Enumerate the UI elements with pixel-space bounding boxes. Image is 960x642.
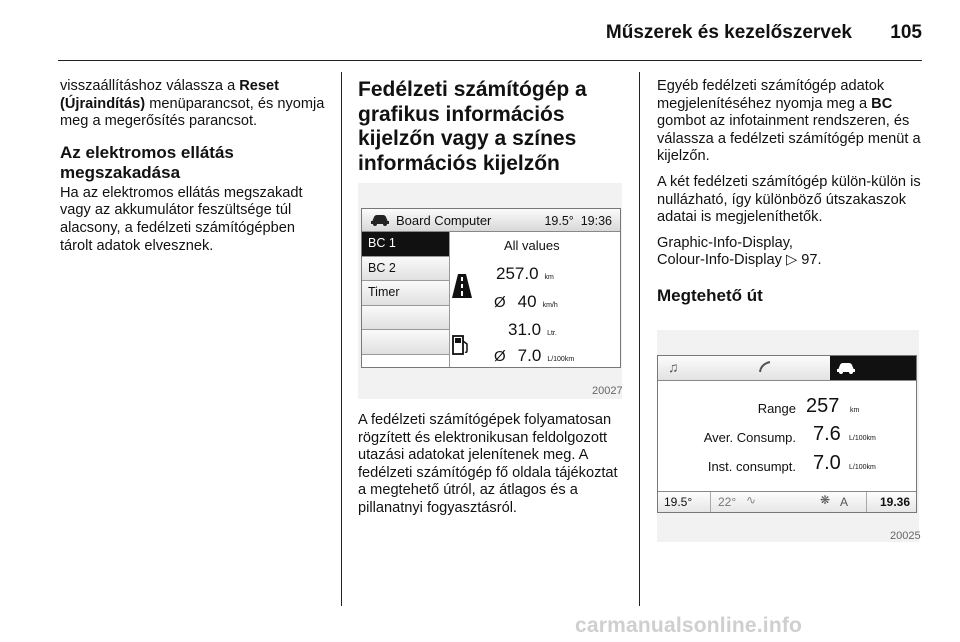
menu-item-empty <box>362 306 449 331</box>
paragraph-board-computer: A fedélzeti számítógépek folyamatosan rögzített és elektronikusan feldolgozott utazási adatokat jelenítenek meg. A fedélzeti számítógép fő oldala tájékoztat a megtehető útról, az átlagos és a pillanatnyi fogyasztásról. <box>358 412 618 516</box>
bc-menu <box>362 232 449 355</box>
text-span: menüparancsot, és nyomja meg a megerősítés parancsot. <box>60 95 325 130</box>
page-header-title: Műszerek és kezelőszervek <box>605 22 852 43</box>
paragraph-bc-button <box>657 78 927 166</box>
status-bar <box>658 491 916 512</box>
paragraph-reset-separately: A két fedélzeti számítógép külön-külön is nullázható, így különböző útszakaszok adatai is megjeleníthetők. <box>657 173 921 226</box>
car-icon <box>370 214 390 229</box>
figure-number: 20025 <box>890 530 921 542</box>
status-divider <box>710 492 711 512</box>
page-reference: 97. <box>801 252 822 269</box>
temp-time <box>544 214 612 228</box>
music-note-icon: ♫ <box>668 359 679 375</box>
column-2-text <box>358 412 628 526</box>
status-divider <box>866 492 867 512</box>
text-span: Colour-Info-Display <box>657 252 782 269</box>
column-divider-1 <box>341 72 342 606</box>
outside-temperature: 19.5° <box>664 495 693 509</box>
air-flow-icon: ∿ <box>746 493 757 507</box>
screen-title: Board Computer <box>396 213 492 228</box>
fan-icon: ❋ <box>820 493 831 507</box>
inst-consumption-unit: L/100km <box>849 464 876 471</box>
road-icon <box>452 274 472 301</box>
menu-item-bc1[interactable]: BC 1 <box>362 232 449 257</box>
reset-command: Reset (Újraindítás) <box>60 78 280 112</box>
paragraph-reset <box>60 78 328 131</box>
temperature: 19.5° <box>544 214 574 228</box>
range-label: Range <box>757 401 796 416</box>
menu-item-bc2[interactable]: BC 2 <box>362 257 449 282</box>
avg-consumption-label: Aver. Consump. <box>703 430 796 445</box>
clock: 19.36 <box>879 495 910 509</box>
column-3 <box>657 78 927 308</box>
fuel-unit: Ltr. <box>547 330 557 337</box>
page-ref-arrow-icon: ▷ <box>785 252 798 269</box>
menu-item-empty <box>362 330 449 355</box>
menu-item-timer[interactable]: Timer <box>362 281 449 306</box>
average-symbol: Ø <box>494 348 506 365</box>
phone-icon <box>758 360 772 379</box>
fuel-pump-icon <box>452 335 470 358</box>
inst-consumption-value: 7.0 <box>813 452 841 474</box>
avg-consumption-unit: L/100km <box>547 356 575 363</box>
average-symbol: Ø <box>494 294 506 311</box>
distance-unit: km <box>544 274 554 281</box>
section-heading-range: Megtehető út <box>657 285 763 305</box>
avg-consumption-unit: L/100km <box>849 435 876 442</box>
header-rule <box>58 60 922 61</box>
avg-consumption-value: 7.6 <box>813 423 841 445</box>
tab-vehicle[interactable] <box>830 356 916 380</box>
watermark: carmanualsonline.info <box>575 614 803 637</box>
screen-tabs <box>658 356 916 381</box>
range-value: 257 <box>806 395 840 417</box>
avg-speed-unit: km/h <box>542 302 558 309</box>
tab-audio[interactable] <box>658 356 745 380</box>
set-temperature: 22° <box>718 495 737 509</box>
values-heading: All values <box>504 238 560 253</box>
range-screen <box>657 355 917 513</box>
fuel-row <box>508 320 557 340</box>
avg-consumption-value: 7.0 <box>517 346 542 365</box>
page-number: 105 <box>890 22 922 43</box>
text-span: visszaállításhoz válassza a <box>60 78 240 94</box>
paragraph-power-interruption: Ha az elektromos ellátás megszakadt vagy az akkumulátor feszültsége túl alacsony, a fedélzeti számítógépben tárolt adatok elvesznek. <box>60 184 303 254</box>
bc-values <box>450 232 620 367</box>
avg-speed-value: 40 <box>517 292 537 311</box>
distance-value: 257.0 <box>496 264 539 283</box>
column-divider-2 <box>639 72 640 606</box>
text-span: Graphic-Info-Display, <box>657 234 793 251</box>
board-computer-screen <box>361 208 621 368</box>
column-2 <box>358 78 628 176</box>
figure-number: 20027 <box>592 385 623 397</box>
section-heading-board-computer: Fedélzeti számítógép a grafikus információs kijelzőn vagy a színes információs kijelzőn <box>358 78 587 175</box>
text-span: gombot az infotainment rendszeren, és válassza a fedélzeti számítógép menüt a kijelzőn. <box>657 113 921 165</box>
avg-speed-row <box>494 292 558 312</box>
paragraph-display-ref <box>657 235 927 270</box>
text-span: Egyéb fedélzeti számítógép adatok megjelenítéséhez nyomja meg a <box>657 78 885 112</box>
fuel-value: 31.0 <box>508 320 542 339</box>
range-unit: km <box>850 407 860 414</box>
column-1 <box>60 78 328 263</box>
tab-phone[interactable] <box>744 356 831 380</box>
fan-mode: A <box>840 495 849 509</box>
car-icon <box>836 361 856 379</box>
avg-consumption-row <box>494 346 574 366</box>
section-heading-power-interruption: Az elektromos ellátás megszakadása <box>60 142 234 182</box>
inst-consumption-label: Inst. consumpt. <box>707 459 796 474</box>
bc-button-label: BC <box>871 95 893 112</box>
screen-header <box>362 209 620 232</box>
distance-row <box>496 264 554 284</box>
clock: 19:36 <box>580 214 612 228</box>
